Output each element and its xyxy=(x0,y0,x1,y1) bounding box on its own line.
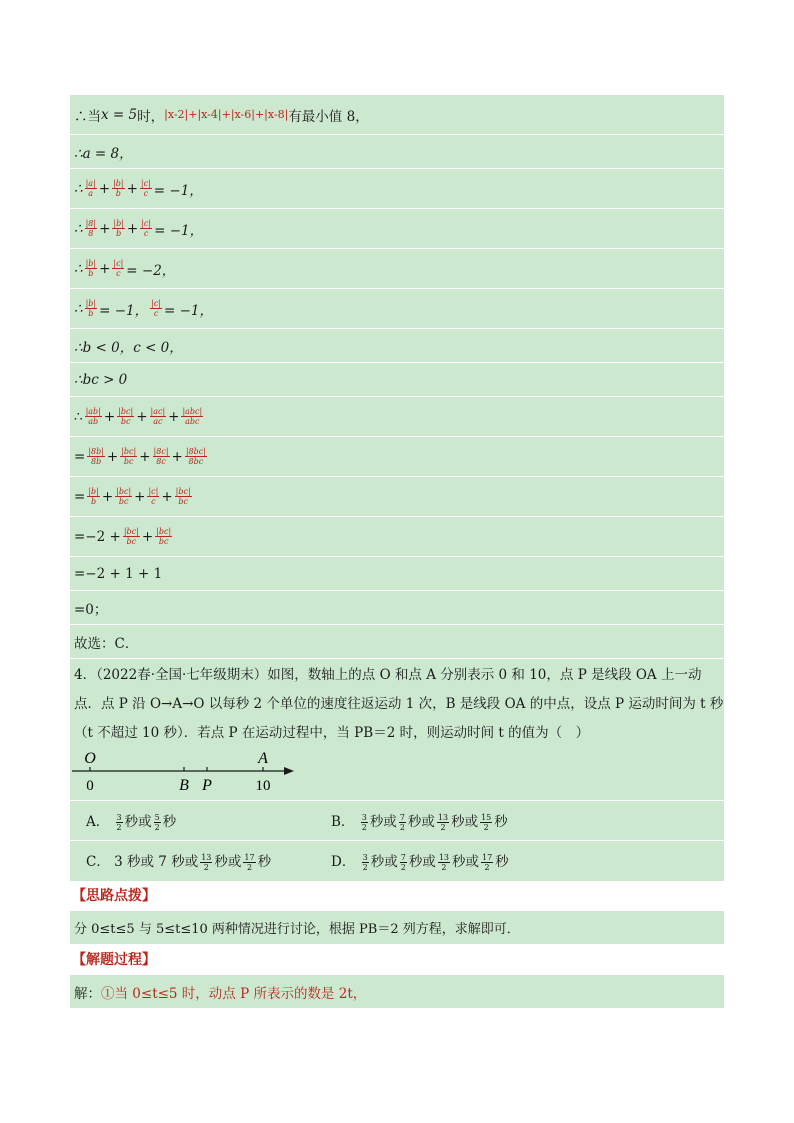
frac-den: b xyxy=(88,269,94,278)
fraction xyxy=(181,407,203,426)
frac-num: 17 xyxy=(482,853,493,862)
fraction xyxy=(117,407,134,426)
option-text: 秒 xyxy=(494,813,508,830)
question-text-line-1: 4．（2022春·全国·七年级期末）如图，数轴上的点 O 和点 A 分别表示 0 和 10，点 P 是线段 OA 上一动 xyxy=(74,667,702,683)
frac-num: |bc| xyxy=(121,447,137,456)
frac-den: c xyxy=(143,229,149,238)
frac-den: 2 xyxy=(154,822,160,832)
option-text: 3 秒或 7 秒或 xyxy=(114,854,199,870)
tick-label-10: 10 xyxy=(255,778,271,794)
frac-den: 2 xyxy=(441,863,447,872)
frac-num: 5 xyxy=(154,812,160,822)
frac-den: 8bc xyxy=(188,457,204,466)
frac-den: bc xyxy=(123,457,134,466)
frac-den: 2 xyxy=(399,822,405,832)
step-9: ∴ $\frac{|ab|}{ab}$ + $\frac{|bc|}{bc}$ + $\frac{|ac|}{ac}$ + $\frac{\text{|abc|}}{\text{abc}}$ xyxy=(70,397,724,437)
frac-num: 13 xyxy=(438,853,449,862)
option-D[interactable] xyxy=(331,850,509,872)
step-8: ∴bc > 0 xyxy=(70,363,724,397)
fraction xyxy=(85,299,98,318)
frac-den: 8 xyxy=(88,229,94,238)
fraction xyxy=(153,447,170,466)
step-13: =−2 + 1 + 1 xyxy=(70,557,724,591)
frac-num: |b| xyxy=(88,487,99,496)
step-1-prefix: ∴当 xyxy=(74,108,101,125)
fraction xyxy=(243,853,255,872)
step-7: ∴b < 0，c < 0， xyxy=(70,329,724,363)
frac-num: |8b| xyxy=(88,447,104,456)
number-line-svg xyxy=(70,748,724,800)
fraction xyxy=(123,527,140,546)
frac-den: 8c xyxy=(156,457,166,466)
fraction xyxy=(175,487,192,506)
frac-num: |bc| xyxy=(156,527,172,536)
option-text: 秒或 xyxy=(214,854,242,870)
step-1 xyxy=(70,95,724,135)
option-text: 秒或 xyxy=(408,854,436,870)
fraction xyxy=(116,813,123,832)
frac-den: c xyxy=(116,269,121,278)
step-4: ∴ $\frac{|8|}{8}$ + $\frac{|b|}{b}$ + $\frac{|c|}{c}$ = −1， xyxy=(70,209,724,249)
fraction xyxy=(150,407,167,426)
option-B[interactable] xyxy=(331,810,508,832)
fraction xyxy=(85,179,97,198)
step-5-prefix: ∴ xyxy=(74,260,83,277)
option-B-label: B． xyxy=(331,813,355,830)
document-page xyxy=(70,95,724,1009)
solution-heading: 【解题过程】 xyxy=(70,945,724,975)
frac-den: 2 xyxy=(440,822,446,832)
solution-case-1: ①当 0≤t≤5 时，动点 P 所表示的数是 2t， xyxy=(101,985,367,1002)
frac-den: 2 xyxy=(400,863,406,872)
frac-num: 17 xyxy=(244,853,255,862)
frac-den: bc xyxy=(118,497,129,506)
fraction xyxy=(120,447,137,466)
frac-num: |bc| xyxy=(123,527,139,536)
frac-num: |c| xyxy=(151,299,161,308)
step-4-tail: = −1， xyxy=(154,222,204,239)
frac-num: 15 xyxy=(481,812,492,822)
frac-den: 2 xyxy=(361,822,367,832)
frac-den: ab xyxy=(88,417,99,426)
fraction xyxy=(115,487,132,506)
solution-prefix: 解： xyxy=(74,985,101,1002)
option-A-label: A． xyxy=(86,813,110,830)
tick-label-0: 0 xyxy=(86,778,94,794)
frac-den: 2 xyxy=(246,863,253,872)
option-text: 秒 xyxy=(257,854,272,870)
frac-num: 3 xyxy=(361,812,367,822)
frac-den: b xyxy=(115,189,121,198)
frac-num: |b| xyxy=(113,219,124,228)
fraction xyxy=(438,853,450,872)
solution-steps-block xyxy=(70,95,724,881)
step-12-prefix: =−2 + xyxy=(74,528,121,545)
fraction xyxy=(480,813,492,832)
frac-den: bc xyxy=(158,537,169,546)
step-1-expr: |x-2|+|x-4|+|x-6|+|x-8| xyxy=(164,108,289,121)
fraction xyxy=(400,853,407,872)
frac-num: 3 xyxy=(362,853,368,862)
frac-den: c xyxy=(143,189,149,198)
step-3-tail: = −1， xyxy=(153,182,203,199)
option-text: 秒或 xyxy=(407,813,435,830)
option-text: 秒 xyxy=(495,854,509,870)
frac-num: |a| xyxy=(85,179,96,188)
fraction xyxy=(140,179,152,198)
fraction xyxy=(200,853,212,872)
options-row-1 xyxy=(70,801,724,841)
frac-den: bc xyxy=(126,537,137,546)
frac-den: abc xyxy=(185,417,200,426)
label-P: P xyxy=(202,777,212,794)
question-4 xyxy=(70,659,724,748)
frac-num: 13 xyxy=(437,812,449,822)
frac-num: |bc| xyxy=(118,407,134,416)
option-text: 秒或 xyxy=(124,813,152,830)
frac-num: |bc| xyxy=(116,487,132,496)
fraction xyxy=(87,447,105,466)
frac-num: |b| xyxy=(113,179,124,188)
fraction xyxy=(154,813,161,832)
frac-num: |8| xyxy=(85,219,97,228)
frac-num: |bc| xyxy=(175,487,191,496)
frac-num: 13 xyxy=(201,853,212,862)
step-6 xyxy=(70,289,724,329)
frac-num: |8bc| xyxy=(185,447,206,456)
step-2: ∴a = 8， xyxy=(70,135,724,169)
frac-num: |c| xyxy=(113,259,124,268)
step-11-prefix: = xyxy=(74,488,86,505)
frac-den: ac xyxy=(153,417,163,426)
hint-heading: 【思路点拨】 xyxy=(70,881,724,911)
option-text: 秒或 xyxy=(369,813,397,830)
fraction xyxy=(481,853,493,872)
frac-den: c xyxy=(151,497,156,506)
step-6-prefix: ∴ xyxy=(74,300,83,317)
fraction xyxy=(112,179,125,198)
frac-num: |b| xyxy=(85,259,97,268)
fraction xyxy=(185,447,207,466)
step-10: = $\frac{|8b|}{8b}$ + $\frac{|bc|}{bc}$ + $\frac{|8c|}{8c}$ + $\frac{|8bc|}{8bc}$ xyxy=(70,437,724,477)
label-A: A xyxy=(258,750,268,767)
fraction xyxy=(87,487,100,506)
step-6-tail: = −1， xyxy=(164,302,214,319)
frac-num: 7 xyxy=(400,853,406,862)
frac-num: |c| xyxy=(140,179,151,188)
frac-num: |8c| xyxy=(153,447,169,456)
step-1-mid: 时， xyxy=(137,108,165,125)
option-text: 秒或 xyxy=(452,854,479,870)
fraction xyxy=(399,813,406,832)
question-text-line-2: 点．点 P 沿 O→A→O 以每秒 2 个单位的速度往返运动 1 次，B 是线段 OA 的中点，设点 P 运动时间为 t 秒 xyxy=(74,696,724,712)
axis-arrow-icon xyxy=(284,767,294,775)
step-11: = $\frac{|b|}{b}$ + $\frac{|bc|}{bc}$ + $\frac{|c|}{c}$ + $\frac{|bc|}{bc}$ xyxy=(70,477,724,517)
step-5-tail: = −2， xyxy=(126,262,176,279)
frac-den: 2 xyxy=(362,863,368,872)
label-B: B xyxy=(179,777,189,794)
frac-den: 8b xyxy=(91,457,102,466)
option-C[interactable] xyxy=(70,850,331,872)
fraction xyxy=(112,259,124,278)
frac-num: |ac| xyxy=(150,407,166,416)
frac-num: |c| xyxy=(141,219,152,228)
step-5: ∴ $\frac{|b|}{b}$ + $\frac{|c|}{c}$ = −2， xyxy=(70,249,724,289)
step-10-prefix: = xyxy=(74,448,86,465)
number-line-figure xyxy=(70,748,724,801)
step-6-mid: = −1， xyxy=(99,302,149,319)
frac-num: 7 xyxy=(399,812,405,822)
frac-den: 2 xyxy=(203,863,209,872)
option-A[interactable] xyxy=(70,810,331,832)
frac-den: 2 xyxy=(116,822,122,832)
fraction xyxy=(85,259,98,278)
frac-den: 2 xyxy=(484,863,490,872)
frac-num: |ab| xyxy=(85,407,101,416)
frac-den: bc xyxy=(178,497,188,506)
option-text: 秒 xyxy=(162,813,177,830)
fraction xyxy=(147,487,159,506)
fraction xyxy=(112,219,125,238)
step-3: ∴ $\frac{|a|}{a}$ + $\frac{|b|}{b}$ + $\frac{|c|}{c}$ = −1， xyxy=(70,169,724,209)
step-1-suffix: 有最小值 8， xyxy=(288,108,369,125)
frac-num: |c| xyxy=(148,487,159,496)
fraction xyxy=(361,813,368,832)
frac-num: 3 xyxy=(116,812,122,822)
fraction xyxy=(362,853,369,872)
frac-den: c xyxy=(153,309,159,318)
fraction xyxy=(155,527,172,546)
step-4-prefix: ∴ xyxy=(74,220,83,237)
step-14: =0； xyxy=(70,591,724,625)
frac-den: b xyxy=(88,309,94,318)
solution-text xyxy=(70,975,724,1009)
frac-den: bc xyxy=(120,417,131,426)
frac-den: a xyxy=(88,189,94,198)
option-text: 秒或 xyxy=(370,854,398,870)
step-3-prefix: ∴ xyxy=(74,180,83,197)
question-text-line-3: （t 不超过 10 秒）．若点 P 在运动过程中，当 PB＝2 时，则运动时间 t 的值为（ ） xyxy=(74,725,590,741)
fraction xyxy=(140,219,152,238)
hint-text xyxy=(70,911,724,945)
hint-text-content: 分 0≤t≤5 与 5≤t≤10 两种情况进行讨论，根据 PB＝2 列方程，求解即可． xyxy=(74,922,520,937)
frac-den: b xyxy=(116,229,122,238)
fraction xyxy=(85,219,97,238)
step-9-prefix: ∴ xyxy=(74,408,83,425)
label-O: O xyxy=(84,750,96,767)
fraction xyxy=(150,299,162,318)
step-1-eq: x = 5 xyxy=(101,106,138,123)
option-D-label: D． xyxy=(331,854,356,870)
frac-num: |abc| xyxy=(182,407,203,416)
step-15: 故选：C． xyxy=(70,625,724,659)
step-12: =−2 + $\frac{|bc|}{bc}$ + $\frac{|bc|}{bc}$ xyxy=(70,517,724,557)
fraction xyxy=(437,813,449,832)
option-C-label: C． xyxy=(86,854,110,870)
frac-num: |b| xyxy=(85,299,97,308)
fraction xyxy=(85,407,102,426)
frac-den: 2 xyxy=(483,822,489,832)
frac-den: b xyxy=(91,497,97,506)
options-row-2 xyxy=(70,841,724,881)
option-text: 秒或 xyxy=(451,813,479,830)
